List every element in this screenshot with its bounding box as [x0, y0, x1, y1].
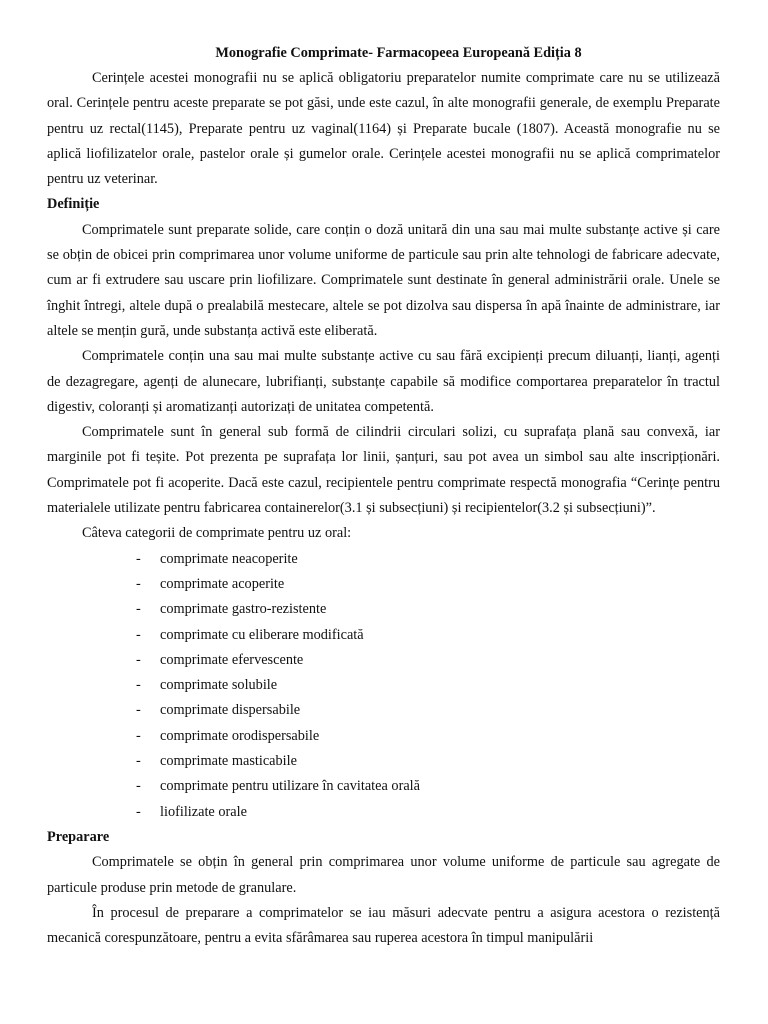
intro-paragraph: Cerințele acestei monografii nu se aplică obligatoriu preparatelor numite comprimate care nu se utilizează oral. Cerințele pentru aceste preparate se pot găsi, unde este cazul, în alte monografii generale, de exemplu Preparate pentru uz rectal(1145), Preparate pentru uz vaginal(1164) și Preparate bucale (1807). Această monografie nu se aplică liofilizatelor orale, pastelor orale și gumelor orale. Cerințele acestei monografii nu se aplică comprimatelor pentru uz veterinar. — [47, 70, 720, 188]
definitie-paragraph-3: Comprimatele sunt în general sub formă de cilindrii circulari solizi, cu suprafața plană sau convexă, iar marginile pot fi teșite. Pot prezenta pe suprafața lor linii, șanțuri, sau pot avea un simbol sau alte inscripționări. Comprimatele pot fi acoperite. Dacă este cazul, recipientele pentru comprimate respectă monografia “Cerințe pentru materialele utilizate pentru fabricarea containerelor(3.1 și subsecțiuni) și recipientelor(3.2 și subsecțiuni)”. — [47, 424, 720, 517]
list-item-text: comprimate masticabile — [160, 753, 297, 770]
list-item — [136, 800, 720, 825]
list-bullet: - — [136, 601, 141, 618]
list-bullet: - — [136, 575, 141, 592]
list-bullet: - — [136, 626, 141, 643]
list-bullet: - — [136, 677, 141, 694]
list-item-text: comprimate gastro-rezistente — [160, 601, 327, 618]
list-item-text: comprimate efervescente — [160, 651, 304, 668]
list-item — [136, 547, 720, 572]
document-title: Monografie Comprimate- Farmacopeea Europeană Ediția 8 — [215, 45, 582, 61]
definitie-paragraph-2: Comprimatele conțin una sau mai multe substanțe active cu sau fără excipienți precum diluanți, lianți, agenți de dezagregare, agenți de alunecare, lubrifianți, substanțe capabile să modifice comportarea preparatelor în tractul digestiv, coloranți și aromatizanți autorizați de unitatea competentă. — [47, 348, 720, 415]
list-item-text: liofilizate orale — [160, 803, 247, 820]
list-item — [136, 724, 720, 749]
list-item-text: comprimate dispersabile — [160, 702, 301, 719]
list-item-text: comprimate neacoperite — [160, 550, 298, 567]
list-item — [136, 698, 720, 723]
list-item-text: comprimate pentru utilizare în cavitatea orală — [160, 778, 420, 795]
list-bullet: - — [136, 753, 141, 770]
list-item — [136, 597, 720, 622]
definitie-paragraph-1: Comprimatele sunt preparate solide, care conțin o doză unitară din una sau mai multe substanțe active și care se obțin de obicei prin comprimarea unor volume uniforme de particule sau prin alte tehnologi de fabricare adecvate, cum ar fi extrudere sau uscare prin liofilizare. Comprimatele sunt destinate în general administrării orale. Unele se înghit întregi, altele după o prealabilă mestecare, altele se pot dizolva sau dispersa în apă înainte de administrare, iar altele se mențin gură, unde substanța activă este eliberată. — [47, 221, 720, 339]
preparare-heading: Preparare — [47, 828, 110, 845]
list-item — [136, 572, 720, 597]
list-item-text: comprimate acoperite — [160, 575, 285, 592]
list-item — [136, 749, 720, 774]
list-item — [136, 623, 720, 648]
preparare-paragraph-2: În procesul de preparare a comprimatelor se iau măsuri adecvate pentru a asigura acestora o rezistență mecanică corespunzătoare, pentru a evita sfărâmarea sau ruperea acestora în timpul manipulării — [47, 904, 720, 947]
list-item-text: comprimate orodispersabile — [160, 727, 320, 744]
list-item — [136, 673, 720, 698]
list-item-text: comprimate solubile — [160, 677, 278, 694]
list-item — [136, 648, 720, 673]
list-bullet: - — [136, 651, 141, 668]
categories-intro: Câteva categorii de comprimate pentru uz oral: — [82, 525, 352, 542]
list-item — [136, 774, 720, 799]
list-bullet: - — [136, 550, 141, 567]
list-item-text: comprimate cu eliberare modificată — [160, 626, 364, 643]
list-bullet: - — [136, 727, 141, 744]
tablet-category-list — [47, 547, 720, 825]
list-bullet: - — [136, 778, 141, 795]
list-bullet: - — [136, 803, 141, 820]
definitie-heading: Definiție — [47, 196, 100, 213]
preparare-paragraph-1: Comprimatele se obțin în general prin comprimarea unor volume uniforme de particule sau agregate de particule produse prin metode de granulare. — [47, 854, 720, 896]
list-bullet: - — [136, 702, 141, 719]
